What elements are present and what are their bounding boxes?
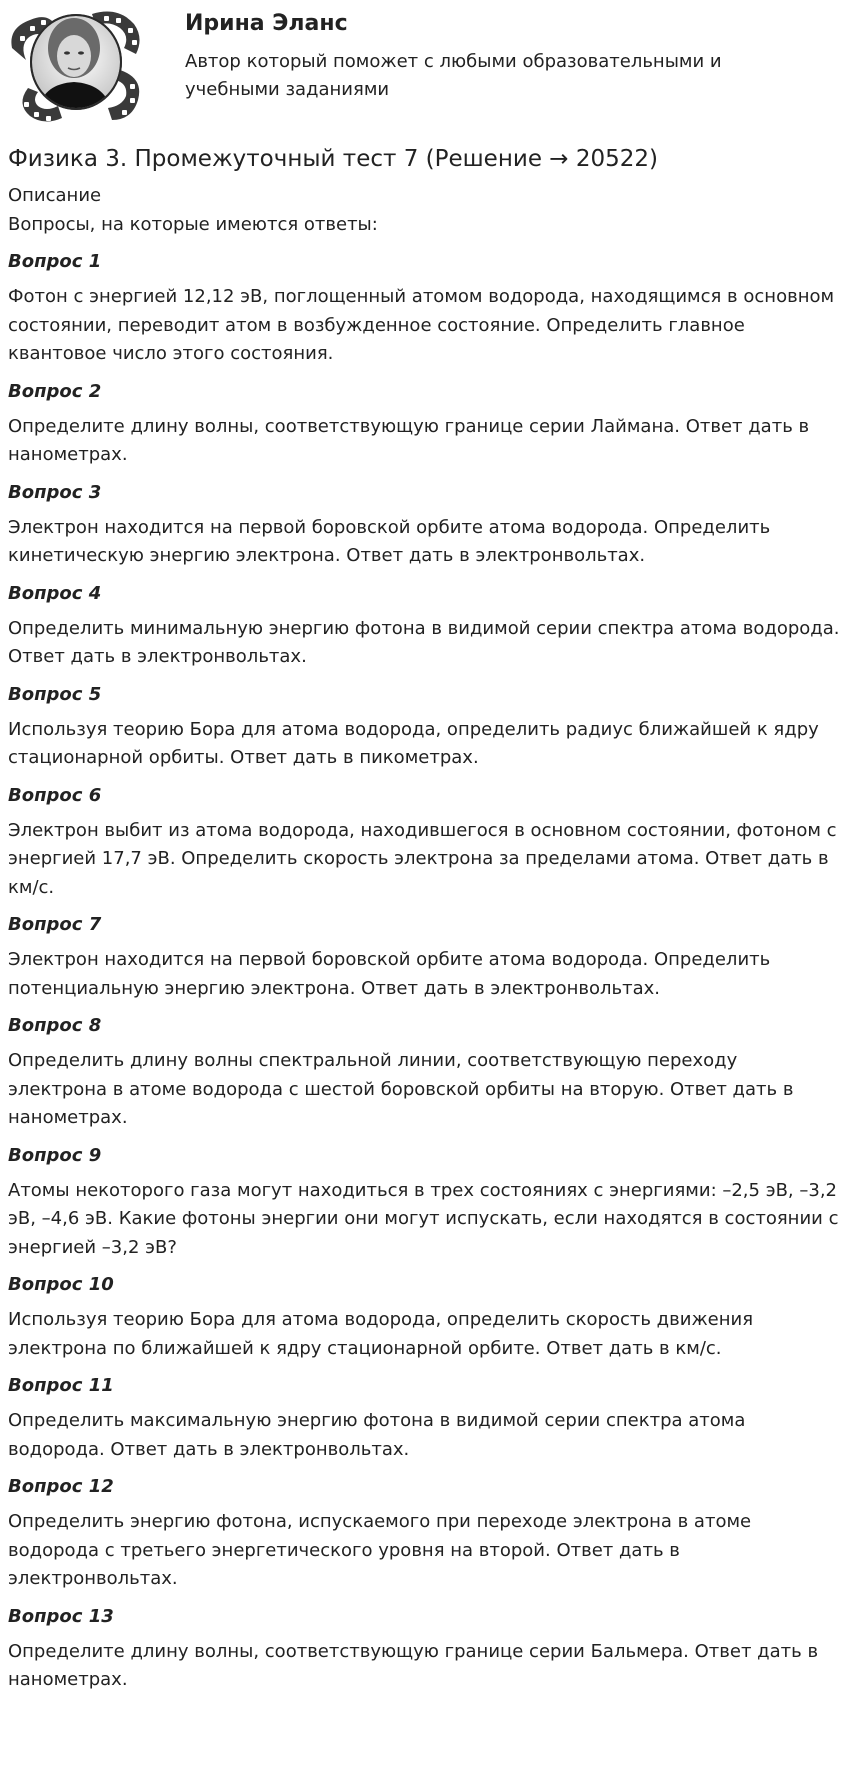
question-block <box>8 249 840 369</box>
question-text: Электрон находится на первой боровской орбите атома водорода. Определить кинетическую энергию электрона. Ответ дать в электронвольтах. <box>8 516 771 566</box>
question-block <box>8 783 840 903</box>
question-title: Вопрос 6 <box>8 784 102 806</box>
question-text: Электрон находится на первой боровской орбите атома водорода. Определить потенциальную энергию электрона. Ответ дать в электронвольтах. <box>8 949 771 999</box>
question-title: Вопрос 10 <box>8 1274 114 1295</box>
question-title: Вопрос 5 <box>8 683 102 705</box>
question-text: Фотон с энергией 12,12 эВ, поглощенный атомом водорода, находящимся в основном состоянии, переводит атом в возбужденное состояние. Определить главное квантовое число этого состояния. <box>8 286 835 364</box>
question-block <box>8 581 840 672</box>
author-header <box>0 0 847 132</box>
question-text: Используя теорию Бора для атома водорода, определить радиус ближайшей к ядру стационарной орбиты. Ответ дать в пикометрах. <box>8 718 819 768</box>
question-text: Электрон выбит из атома водорода, находившегося в основном состоянии, фотоном с энергией 17,7 эВ. Определить скорость электрона за пределами атома. Ответ дать в км/с. <box>8 819 837 898</box>
question-text: Используя теорию Бора для атома водорода, определить скорость движения электрона по ближайшей к ядру стационарной орбите. Ответ дать в км/с. <box>8 1309 754 1359</box>
question-block <box>8 480 840 571</box>
avatar-film-frame <box>8 8 146 126</box>
question-title: Вопрос 3 <box>8 481 102 503</box>
question-text: Определите длину волны, соответствующую границе серии Лаймана. Ответ дать в нанометрах. <box>8 415 810 465</box>
question-block <box>8 1474 840 1594</box>
question-block <box>8 1272 840 1363</box>
question-title: Вопрос 7 <box>8 914 102 935</box>
question-block <box>8 682 840 773</box>
question-text: Определить длину волны спектральной линии, соответствующую переходу электрона в атоме водорода с шестой боровской орбиты на вторую. Ответ дать в нанометрах. <box>8 1050 794 1128</box>
author-avatar[interactable] <box>8 8 146 126</box>
question-title: Вопрос 9 <box>8 1144 102 1166</box>
document-content <box>8 142 840 1695</box>
question-title: Вопрос 1 <box>8 251 102 272</box>
question-text: Определить минимальную энергию фотона в видимой серии спектра атома водорода. Ответ дать в электронвольтах. <box>8 617 840 667</box>
description-label: Описание <box>8 185 102 206</box>
question-block <box>8 912 840 1003</box>
question-title: Вопрос 11 <box>8 1375 114 1396</box>
author-name[interactable]: Ирина Эланс <box>185 11 348 36</box>
questions-intro: Вопросы, на которые имеются ответы: <box>8 214 378 235</box>
question-title: Вопрос 4 <box>8 582 102 604</box>
page-title: Физика 3. Промежуточный тест 7 (Решение → 20522) <box>8 146 658 172</box>
question-title: Вопрос 8 <box>8 1015 102 1036</box>
author-description: Автор который поможет с любыми образовательными и учебными заданиями <box>185 51 722 100</box>
question-text: Определить максимальную энергию фотона в видимой серии спектра атома водорода. Ответ дать в электронвольтах. <box>8 1410 746 1460</box>
question-title: Вопрос 12 <box>8 1476 114 1497</box>
question-text: Атомы некоторого газа могут находиться в трех состояниях с энергиями: –2,5 эВ, –3,2 эВ, –4,6 эВ. Какие фотоны энергии они могут испускать, если находятся в состоянии с энергией –3,2 эВ? <box>8 1179 839 1258</box>
question-text: Определите длину волны, соответствующую границе серии Бальмера. Ответ дать в нанометрах. <box>8 1640 819 1690</box>
question-block <box>8 1143 840 1263</box>
question-text: Определить энергию фотона, испускаемого при переходе электрона в атоме водорода с третьего энергетического уровня на второй. Ответ дать в электронвольтах. <box>8 1511 752 1589</box>
question-block <box>8 1013 840 1133</box>
question-block <box>8 1373 840 1464</box>
question-block <box>8 1604 840 1695</box>
question-title: Вопрос 2 <box>8 380 102 402</box>
question-title: Вопрос 13 <box>8 1605 114 1627</box>
question-block <box>8 379 840 470</box>
